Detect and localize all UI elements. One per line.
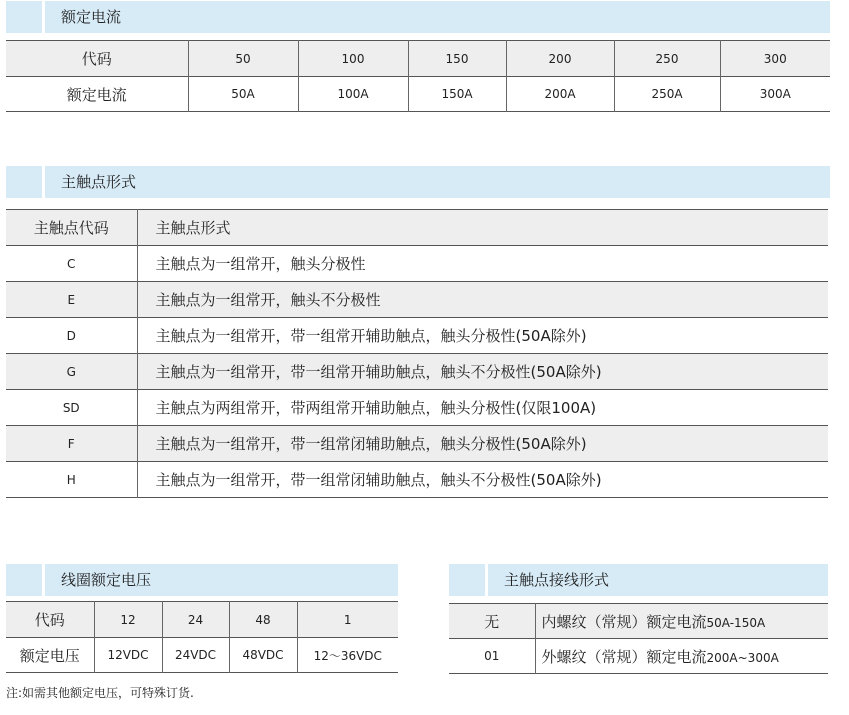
table-header-row — [6, 41, 830, 77]
contact-code: SD — [62, 400, 80, 415]
contact-code: F — [67, 436, 75, 451]
wiring-desc: 内螺纹（常规）额定电流 — [541, 612, 707, 631]
code-cell: 24 — [162, 602, 229, 638]
table-row — [449, 604, 828, 639]
code-cell: 300 — [720, 41, 830, 77]
wiring-code: 无 — [449, 604, 535, 639]
header-marker — [6, 1, 45, 33]
table-row — [6, 282, 828, 318]
table-header-row — [6, 210, 828, 246]
contact-code: D — [66, 328, 76, 343]
rated-current-header — [6, 1, 830, 33]
value-cell: 48VDC — [229, 638, 297, 673]
wiring-header — [449, 564, 828, 596]
wiring-table — [449, 603, 828, 674]
coil-voltage-title: 线圈额定电压 — [61, 571, 152, 589]
contact-code: H — [66, 472, 76, 487]
rated-current-table — [6, 40, 830, 112]
wiring-code: 01 — [484, 649, 500, 663]
contact-code: C — [67, 256, 76, 271]
table-row — [6, 318, 828, 354]
table-row — [449, 639, 828, 674]
value-cell: 150A — [408, 77, 506, 112]
value-cell: 200A — [506, 77, 614, 112]
table-row — [6, 390, 828, 426]
code-cell: 50 — [188, 41, 298, 77]
wiring-desc-cell — [535, 604, 828, 639]
wiring-title: 主触点接线形式 — [504, 571, 610, 589]
coil-voltage-header — [6, 564, 398, 596]
contact-desc: 主触点为一组常开，带一组常闭辅助触点，触头不分极性(50A除外) — [137, 462, 828, 498]
contact-form-table — [6, 209, 828, 498]
row-label: 额定电流 — [66, 85, 127, 104]
contact-desc: 主触点为一组常开，触头分极性 — [137, 246, 828, 282]
value-cell: 250A — [614, 77, 720, 112]
code-cell: 250 — [614, 41, 720, 77]
code-cell: 12 — [94, 602, 162, 638]
value-cell: 12～36VDC — [297, 638, 398, 673]
contact-code: G — [66, 364, 76, 379]
contact-desc: 主触点为两组常开，带两组常开辅助触点，触头分极性(仅限100A) — [137, 390, 828, 426]
header-marker — [449, 564, 488, 596]
value-cell: 50A — [188, 77, 298, 112]
contact-code: E — [67, 292, 76, 307]
wiring-desc: 外螺纹（常规）额定电流 — [541, 647, 707, 666]
row-label: 额定电压 — [19, 646, 80, 665]
wiring-desc-cell — [535, 639, 828, 674]
header-marker — [6, 564, 45, 596]
contact-desc: 主触点为一组常开，带一组常闭辅助触点，触头分极性(50A除外) — [137, 426, 828, 462]
value-cell: 300A — [720, 77, 830, 112]
table-row — [6, 462, 828, 498]
contact-desc: 主触点为一组常开，带一组常开辅助触点，触头不分极性(50A除外) — [137, 354, 828, 390]
rated-current-title: 额定电流 — [61, 8, 122, 26]
value-cell: 100A — [298, 77, 408, 112]
code-cell: 48 — [229, 602, 297, 638]
code-cell: 200 — [506, 41, 614, 77]
value-cell: 24VDC — [162, 638, 229, 673]
contact-desc: 主触点为一组常开，触头不分极性 — [137, 282, 828, 318]
contact-desc: 主触点为一组常开，带一组常开辅助触点，触头分极性(50A除外) — [137, 318, 828, 354]
value-cell: 12VDC — [94, 638, 162, 673]
contact-form-title: 主触点形式 — [61, 173, 137, 191]
footnote: 注:如需其他额定电压，可特殊订货. — [6, 686, 194, 700]
table-row — [6, 354, 828, 390]
col-form-header: 主触点形式 — [137, 210, 828, 246]
coil-voltage-table — [6, 601, 398, 673]
table-row — [6, 426, 828, 462]
header-marker — [6, 166, 45, 198]
contact-form-header — [6, 166, 830, 198]
table-header-row — [6, 602, 398, 638]
wiring-range: 200A~300A — [706, 650, 779, 665]
table-row — [6, 246, 828, 282]
code-cell: 100 — [298, 41, 408, 77]
table-row — [6, 77, 830, 112]
col-code-header: 主触点代码 — [6, 210, 137, 246]
table-row — [6, 638, 398, 673]
code-label: 代码 — [6, 602, 94, 638]
code-cell: 150 — [408, 41, 506, 77]
code-label: 代码 — [6, 41, 188, 77]
code-cell: 1 — [297, 602, 398, 638]
wiring-range: 50A-150A — [706, 615, 766, 630]
